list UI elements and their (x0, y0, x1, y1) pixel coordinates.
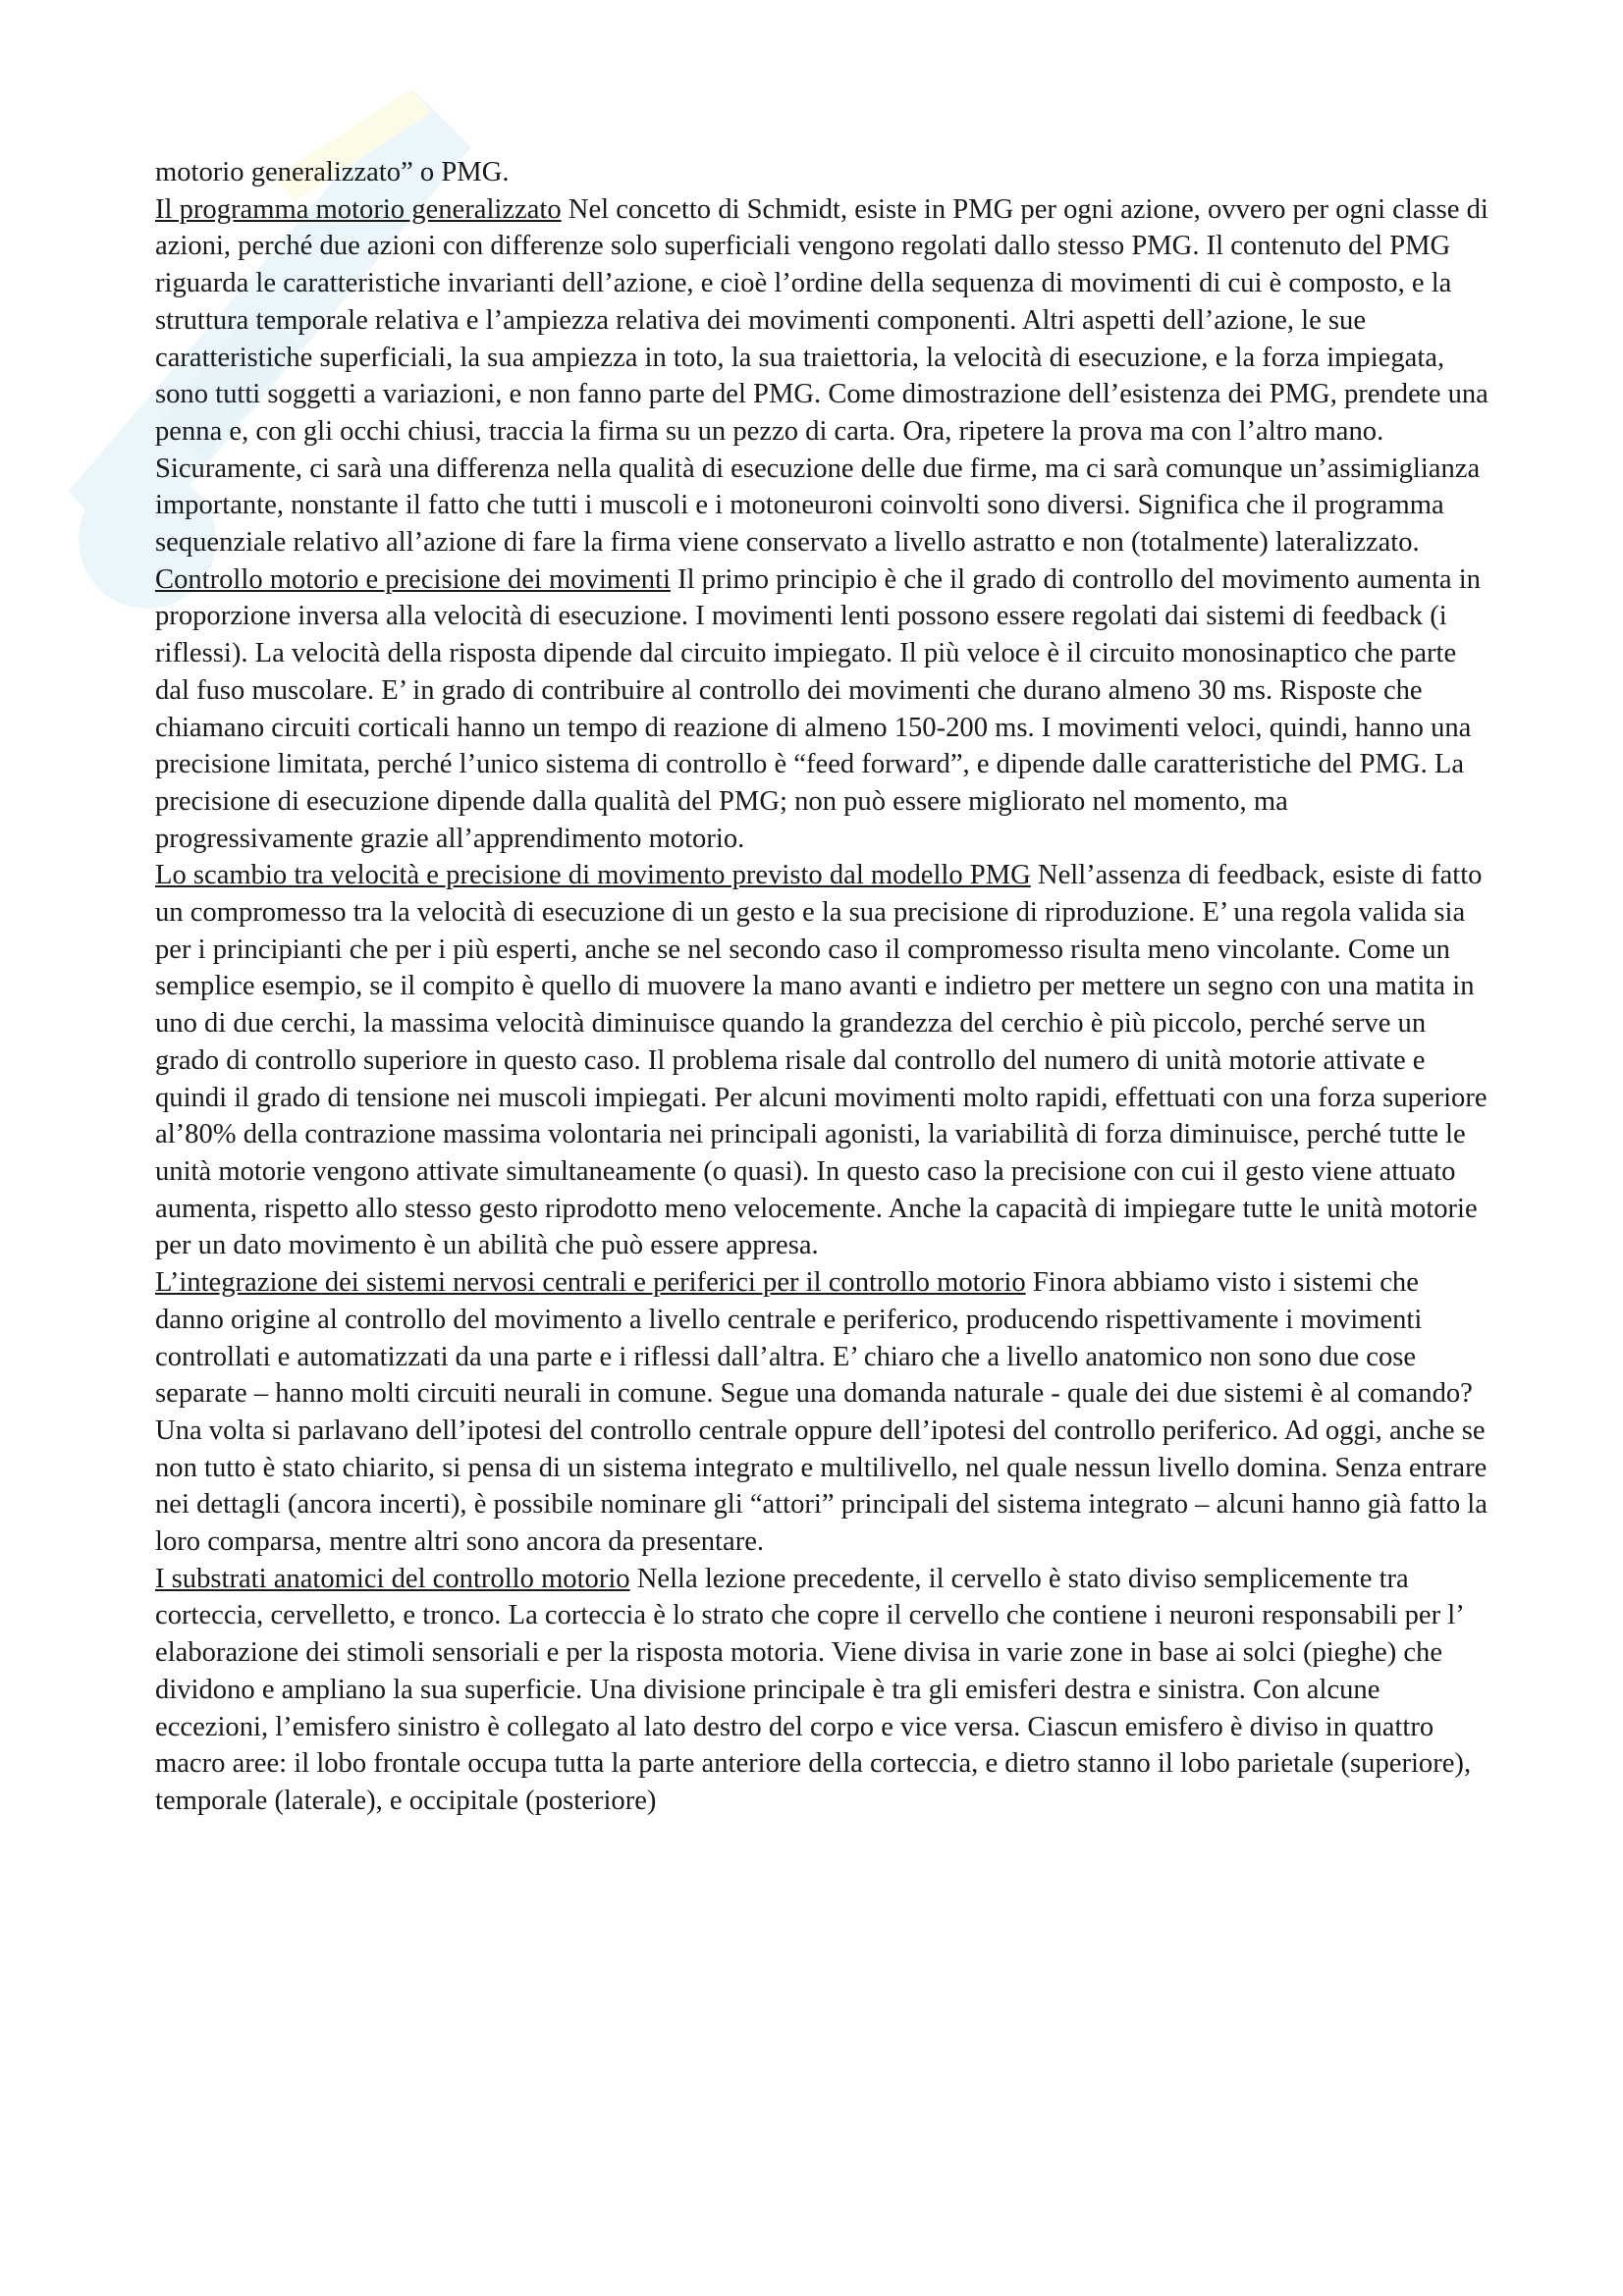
document-body (155, 154, 1490, 1820)
paragraph-text: Finora abbiamo visto i sistemi che danno origine al controllo del movimento a livello centrale e periferico, producendo rispettivamente i movimenti controllati e automatizzati da una parte e i riflessi dall’altra. E’ chiaro che a livello anatomico non sono due cose separate – hanno molti circuiti neurali in comune. Segue una domanda naturale - quale dei due sistemi è al comando? Una volta si parlavano dell’ipotesi del controllo centrale oppure dell’ipotesi del controllo periferico. Ad oggi, anche se non tutto è stato chiarito, si pensa di un sistema integrato e multilivello, nel quale nessun livello domina. Senza entrare nei dettagli (ancora incerti), è possibile nominare gli “attori” principali del sistema integrato – alcuni hanno già fatto la loro comparsa, mentre altri sono ancora da presentare. (155, 1267, 1488, 1558)
paragraph-integrazione-sistemi (155, 1264, 1490, 1561)
section-heading: Lo scambio tra velocità e precisione di movimento previsto dal modello PMG (155, 860, 1031, 891)
paragraph-scambio-velocita (155, 857, 1490, 1264)
section-heading: Controllo motorio e precisione dei movimenti (155, 563, 671, 595)
paragraph-text: Nell’assenza di feedback, esiste di fatto un compromesso tra la velocità di esecuzione di un gesto e la sua precisione di riproduzione. E’ una regola valida sia per i principianti che per i più esperti, anche se nel secondo caso il compromesso risulta meno vincolante. Come un semplice esempio, se il compito è quello di muovere la mano avanti e indietro per mettere un segno con una matita in uno di due cerchi, la massima velocità diminuisce quando la grandezza del cerchio è più piccolo, perché serve un grado di controllo superiore in questo caso. Il problema risale dal controllo del numero di unità motorie attivate e quindi il grado di tensione nei muscoli impiegati. Per alcuni movimenti molto rapidi, effettuati con una forza superiore al’80% della contrazione massima volontaria nei principali agonisti, la variabilità di forza diminuisce, perché tutte le unità motorie vengono attivate simultaneamente (o quasi). In questo caso la precisione con cui il gesto viene attuato aumenta, rispetto allo stesso gesto riprodotto meno velocemente. Anche la capacità di impiegare tutte le unità motorie per un dato movimento è un abilità che può essere appresa. (155, 860, 1488, 1261)
paragraph-text: Nella lezione precedente, il cervello è stato diviso semplicemente tra corteccia, cervelletto, e tronco. La corteccia è lo strato che copre il cervello che contiene i neuroni responsabili per l’ elaborazione dei stimoli sensoriali e per la risposta motoria. Viene divisa in varie zone in base ai solci (pieghe) che dividono e ampliano la sua superficie. Una divisione principale è tra gli emisferi destra e sinistra. Con alcune eccezioni, l’emisfero sinistro è collegato al lato destro del corpo e vice versa. Ciascun emisfero è diviso in quattro macro aree: il lobo frontale occupa tutta la parte anteriore della corteccia, e dietro stanno il lobo parietale (superiore), temporale (laterale), e occipitale (posteriore) (155, 1563, 1472, 1816)
paragraph-intro (155, 154, 1490, 191)
paragraph-substrati-anatomici (155, 1561, 1490, 1820)
section-heading: Il programma motorio generalizzato (155, 193, 562, 225)
paragraph-text: Nel concetto di Schmidt, esiste in PMG per ogni azione, ovvero per ogni classe di azioni, perché due azioni con differenze solo superficiali vengono regolati dallo stesso PMG. Il contenuto del PMG riguarda le caratteristiche invarianti dell’azione, e cioè l’ordine della sequenza di movimenti di cui è composto, e la struttura temporale relativa e l’ampiezza relativa dei movimenti componenti. Altri aspetti dell’azione, le sue caratteristiche superficiali, la sua ampiezza in toto, la sua traiettoria, la velocità di esecuzione, e la forza impiegata, sono tutti soggetti a variazioni, e non fanno parte del PMG. Come dimostrazione dell’esistenza dei PMG, prendete una penna e, con gli occhi chiusi, traccia la firma su un pezzo di carta. Ora, ripetere la prova ma con l’altro mano. Sicuramente, ci sarà una differenza nella qualità di esecuzione delle due firme, ma ci sarà comunque un’assimiglianza importante, nonstante il fatto che tutti i muscoli e i motoneuroni coinvolti sono diversi. Significa che il programma sequenziale relativo all’azione di fare la firma viene conservato a livello astratto e non (totalmente) lateralizzato. (155, 193, 1488, 559)
section-heading: L’integrazione dei sistemi nervosi centrali e periferici per il controllo motorio (155, 1267, 1026, 1299)
paragraph-programma-motorio (155, 191, 1490, 561)
section-heading: I substrati anatomici del controllo motorio (155, 1563, 630, 1594)
paragraph-text: Il primo principio è che il grado di controllo del movimento aumenta in proporzione inversa alla velocità di esecuzione. I movimenti lenti possono essere regolati dai sistemi di feedback (i riflessi). La velocità della risposta dipende dal circuito impiegato. Il più veloce è il circuito monosinaptico che parte dal fuso muscolare. E’ in grado di contribuire al controllo dei movimenti che durano almeno 30 ms. Risposte che chiamano circuiti corticali hanno un tempo di reazione di almeno 150-200 ms. I movimenti veloci, quindi, hanno una precisione limitata, perché l’unico sistema di controllo è “feed forward”, e dipende dalle caratteristiche del PMG. La precisione di esecuzione dipende dalla qualità del PMG; non può essere migliorato nel momento, ma progressivamente grazie all’apprendimento motorio. (155, 563, 1481, 854)
paragraph-controllo-precisione (155, 561, 1490, 858)
paragraph-text: motorio generalizzato” o PMG. (155, 157, 510, 187)
